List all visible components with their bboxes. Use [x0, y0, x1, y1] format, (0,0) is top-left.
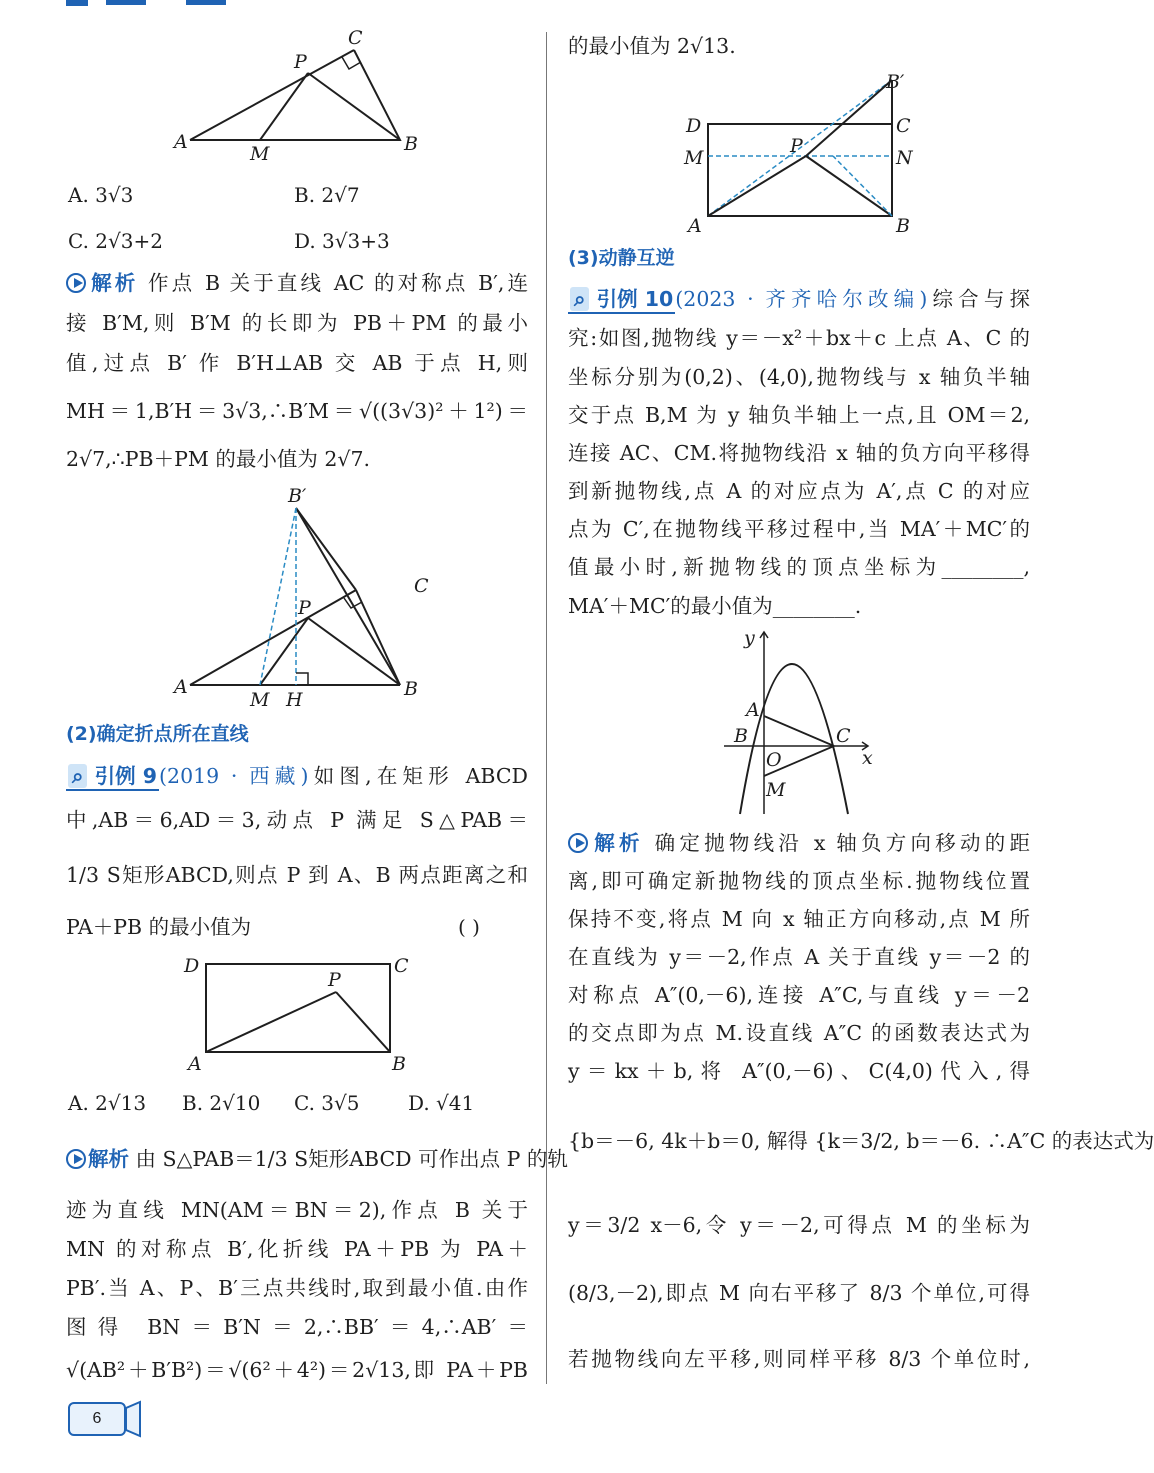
label-c: C [896, 115, 911, 137]
solution2-line-4: PB′.当 A、P、B′三点共线时,取到最小值.由作 [66, 1276, 528, 1300]
example9-line-3: 1/3 S矩形ABCD,则点 P 到 A、B 两点距离之和 [66, 863, 528, 887]
label-p: P [790, 135, 803, 157]
play-icon [66, 1149, 86, 1169]
solution2-line-3: MN 的对称点 B′,化折线 PA＋PB 为 PA＋ [66, 1237, 528, 1261]
solution3-line-6: 的交点即为点 M.设直线 A″C 的函数表达式为 [568, 1021, 1030, 1045]
figure-rectangle-1 [176, 948, 436, 1078]
solution3-line-11: 若抛物线向左平移,则同样平移 8/3 个单位时, [568, 1347, 1030, 1371]
option-d: D. 3√3+3 [294, 229, 390, 253]
label-m: M [250, 689, 270, 711]
label-o: O [766, 749, 782, 771]
solution1-line-3: 值,过点 B′ 作 B′H⊥AB 交 AB 于点 H,则 [66, 351, 528, 375]
solution1-line-4: MH＝1,B′H＝3√3,∴B′M＝√((3√3)²＋1²)＝ [66, 399, 528, 423]
solution3-line-3: 保持不变,将点 M 向 x 轴正方向移动,点 M 所 [568, 907, 1030, 931]
solution2-line-1: 解析 由 S△PAB＝1/3 S矩形ABCD 可作出点 P 的轨 [66, 1146, 528, 1174]
answer-parentheses: ( ) [458, 915, 480, 939]
label-b: B [404, 133, 418, 155]
figure-triangle-2 [166, 480, 506, 712]
example10-line-6: 到新抛物线,点 A 的对应点为 A′,点 C 的对应 [568, 479, 1030, 503]
label-p: P [298, 597, 311, 619]
column-divider [546, 32, 547, 1384]
magnifier-icon: ⌕ [570, 287, 589, 311]
label-b: B [404, 678, 418, 700]
option-b: B. 2√7 [294, 183, 360, 207]
label-y: y [744, 627, 755, 649]
jiexi-tag-3: 解析 [568, 831, 644, 855]
example10-line-5: 连接 AC、CM.将抛物线沿 x 轴的负方向平移得 [568, 441, 1030, 465]
label-b: B [734, 725, 748, 747]
label-h: H [286, 689, 303, 711]
label-a: A [688, 215, 702, 237]
solution3-line-7: y＝kx＋b,将 A″(0,－6)、C(4,0)代入,得 [568, 1059, 1030, 1083]
label-a: A [174, 676, 188, 698]
label-b: B [392, 1053, 406, 1075]
jiexi-tag: 解析 [66, 271, 138, 295]
option2-d: D. √41 [408, 1091, 475, 1115]
label-x: x [862, 747, 873, 769]
example9-source: (2019 · 西藏) [159, 764, 309, 788]
section-heading-2: (2)确定折点所在直线 [66, 723, 249, 745]
label-m: M [684, 147, 704, 169]
page-number: 6 [68, 1402, 126, 1436]
label-a: A [174, 131, 188, 153]
label-p: P [328, 969, 341, 991]
label-b-prime: B′ [288, 485, 307, 507]
figure-parabola [718, 624, 898, 820]
option2-a: A. 2√13 [68, 1091, 147, 1115]
label-b: B [896, 215, 910, 237]
example9-line-1: ⌕ 引例 9(2019 · 西藏)如图,在矩形 ABCD [66, 763, 528, 791]
solution3-line-9: y＝3/2 x－6,令 y＝－2,可得点 M 的坐标为 [568, 1213, 1030, 1237]
example10-line-3: 坐标分别为(0,2)、(4,0),抛物线与 x 轴负半轴 [568, 365, 1030, 389]
line-ac [190, 50, 354, 140]
example10-line-1: ⌕ 引例 10(2023 · 齐齐哈尔改编)综合与探 [568, 286, 1030, 314]
example9-line-2: 中,AB＝6,AD＝3,动点 P 满足 S△PAB＝ [66, 808, 528, 832]
play-icon [66, 273, 86, 293]
section-heading-3: (3)动静互逆 [568, 247, 675, 269]
example10-badge: ⌕ 引例 10 [568, 286, 675, 314]
label-a: A [746, 699, 760, 721]
solution2-line-5: 图得 BN＝B′N＝2,∴BB′＝4,∴AB′＝ [66, 1315, 528, 1339]
label-c: C [836, 725, 851, 747]
label-c: C [414, 575, 429, 597]
page-tab-icon [124, 1402, 144, 1436]
example9-badge: ⌕ 引例 9 [66, 763, 159, 791]
jiexi-tag-2: 解析 [66, 1147, 129, 1171]
line-pb [308, 73, 400, 140]
option-c: C. 2√3+2 [68, 229, 163, 253]
figure-triangle-1 [166, 20, 506, 170]
example10-line-4: 交于点 B,M 为 y 轴负半轴上一点,且 OM＝2, [568, 403, 1030, 427]
example9-line-4: PA＋PB 的最小值为 [66, 915, 252, 939]
label-m: M [250, 143, 270, 165]
top-header-decoration [66, 0, 266, 8]
continued-line: 的最小值为 2√13. [568, 34, 736, 58]
example10-line-7: 点为 C′,在抛物线平移过程中,当 MA′＋MC′的 [568, 517, 1030, 541]
solution3-line-5: 对称点 A″(0,－6),连接 A″C,与直线 y＝－2 [568, 983, 1030, 1007]
solution3-line-4: 在直线为 y＝－2,作点 A 关于直线 y＝－2 的 [568, 945, 1030, 969]
solution1-line-1: 解析 作点 B 关于直线 AC 的对称点 B′,连 [66, 270, 528, 298]
solution1-line-5: 2√7,∴PB＋PM 的最小值为 2√7. [66, 447, 371, 471]
solution3-line-8: {b＝－6, 4k＋b＝0, 解得 {k＝3/2, b＝－6. ∴A″C 的表达式为 [568, 1129, 1154, 1153]
option-a: A. 3√3 [68, 183, 134, 207]
label-d: D [184, 955, 200, 977]
play-icon [568, 833, 588, 853]
solution3-line-1: 解析 确定抛物线沿 x 轴负方向移动的距 [568, 830, 1030, 858]
line-mp [260, 73, 308, 140]
example10-line-8: 值最小时,新抛物线的顶点坐标为________, [568, 555, 1030, 579]
label-p: P [294, 51, 307, 73]
label-c: C [394, 955, 409, 977]
label-c: C [348, 27, 363, 49]
solution2-line-2: 迹为直线 MN(AM＝BN＝2),作点 B 关于 [66, 1198, 528, 1222]
solution3-line-10: (8/3,－2),即点 M 向右平移了 8/3 个单位,可得 [568, 1281, 1030, 1305]
example10-source: (2023 · 齐齐哈尔改编) [675, 287, 928, 311]
solution2-line-6: √(AB²＋B′B²)＝√(6²＋4²)＝2√13,即 PA＋PB [66, 1358, 528, 1382]
magnifier-icon: ⌕ [68, 764, 87, 788]
label-d: D [686, 115, 702, 137]
figure-rectangle-2 [678, 66, 938, 238]
example10-line-2: 究:如图,抛物线 y＝－x²＋bx＋c 上点 A、C 的 [568, 326, 1030, 350]
example10-line-9: MA′＋MC′的最小值为________. [568, 594, 862, 618]
label-a: A [188, 1053, 202, 1075]
solution1-line-2: 接 B′M,则 B′M 的长即为 PB＋PM 的最小 [66, 311, 528, 335]
label-b-prime: B′ [886, 71, 905, 93]
option2-c: C. 3√5 [294, 1091, 360, 1115]
option2-b: B. 2√10 [182, 1091, 261, 1115]
solution3-line-2: 离,即可确定新抛物线的顶点坐标.抛物线位置 [568, 869, 1030, 893]
label-m: M [766, 779, 786, 801]
label-n: N [896, 147, 913, 169]
